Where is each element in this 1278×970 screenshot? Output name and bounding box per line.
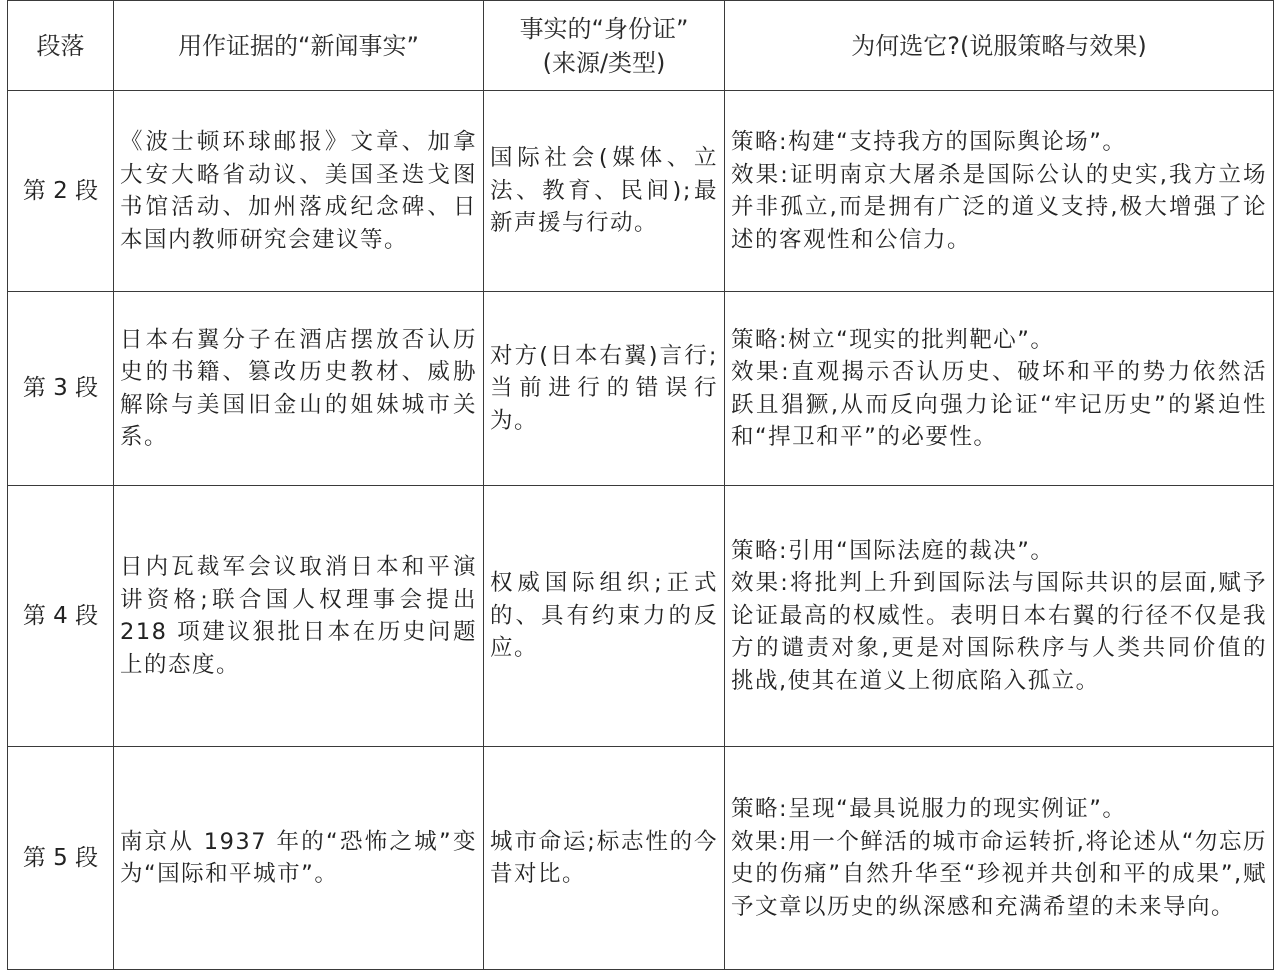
header-identity-line1: 事实的“身份证” (519, 14, 689, 43)
fact-cell: 日本右翼分子在酒店摆放否认历史的书籍、篡改历史教材、威胁解除与美国旧金山的姐妹城市关系。 (114, 292, 484, 486)
strategy-line (731, 126, 1267, 159)
paragraph-cell: 第 5 段 (8, 747, 114, 970)
paragraph-cell: 第 4 段 (8, 486, 114, 747)
effect-line (731, 356, 1267, 454)
table-header-row (8, 1, 1274, 91)
table-row (8, 91, 1274, 292)
table-row (8, 486, 1274, 747)
strategy-line (731, 324, 1267, 357)
effect-label: 效果: (731, 570, 790, 597)
fact-cell: 《波士顿环球邮报》文章、加拿大安大略省动议、美国圣迭戈图书馆活动、加州落成纪念碑、日本国内教师研究会建议等。 (114, 91, 484, 292)
source-cell: 国际社会(媒体、立法、教育、民间);最新声援与行动。 (484, 91, 725, 292)
effect-label: 效果: (731, 828, 789, 855)
strategy-text: 树立“现实的批判靶心”。 (788, 326, 1055, 353)
table-row (8, 747, 1274, 970)
effect-text: 将批判上升到国际法与国际共识的层面,赋予论证最高的权威性。表明日本右翼的行径不仅是我方的谴责对象,更是对国际秩序与人类共同价值的挑战,使其在道义上彻底陷入孤立。 (731, 570, 1267, 694)
paragraph-cell: 第 2 段 (8, 91, 114, 292)
source-cell: 对方(日本右翼)言行;当前进行的错误行为。 (484, 292, 725, 486)
paragraph-cell: 第 3 段 (8, 292, 114, 486)
strategy-label: 策略: (731, 537, 789, 564)
header-why-chosen: 为何选它?(说服策略与效果) (725, 1, 1274, 91)
fact-cell: 日内瓦裁军会议取消日本和平演讲资格;联合国人权理事会提出 218 项建议狠批日本在历史问题上的态度。 (114, 486, 484, 747)
header-identity-line2: (来源/类型) (542, 48, 666, 77)
header-paragraph: 段落 (8, 1, 114, 91)
strategy-effect-cell (725, 292, 1274, 486)
table-row (8, 292, 1274, 486)
strategy-effect-cell (725, 486, 1274, 747)
effect-label: 效果: (731, 359, 791, 385)
source-cell: 城市命运;标志性的今昔对比。 (484, 747, 725, 970)
strategy-effect-cell (725, 747, 1274, 970)
header-news-fact: 用作证据的“新闻事实” (114, 1, 484, 91)
strategy-label: 策略: (731, 326, 789, 353)
strategy-effect-cell (725, 91, 1274, 292)
strategy-line (731, 535, 1267, 568)
effect-line (731, 826, 1267, 924)
strategy-text: 呈现“最具说服力的现实例证”。 (788, 796, 1127, 822)
effect-line (731, 159, 1267, 257)
effect-text: 用一个鲜活的城市命运转折,将论述从“勿忘历史的伤痛”自然升华至“珍视并共创和平的成果”,赋予文章以历史的纵深感和充满希望的未来导向。 (731, 828, 1267, 920)
effect-label: 效果: (731, 161, 790, 188)
effect-text: 证明南京大屠杀是国际公认的史实,我方立场并非孤立,而是拥有广泛的道义支持,极大增强了论述的客观性和公信力。 (731, 161, 1267, 253)
strategy-label: 策略: (731, 796, 789, 822)
source-cell: 权威国际组织;正式的、具有约束力的反应。 (484, 486, 725, 747)
strategy-label: 策略: (731, 129, 789, 155)
header-fact-identity (484, 1, 725, 91)
strategy-text: 构建“支持我方的国际舆论场”。 (788, 129, 1127, 155)
effect-text: 直观揭示否认历史、破坏和平的势力依然活跃且猖獗,从而反向强力论证“牢记历史”的紧迫性和“捍卫和平”的必要性。 (731, 359, 1267, 450)
fact-cell: 南京从 1937 年的“恐怖之城”变为“国际和平城市”。 (114, 747, 484, 970)
strategy-text: 引用“国际法庭的裁决”。 (788, 537, 1055, 564)
strategy-line (731, 793, 1267, 826)
evidence-analysis-table (7, 0, 1274, 970)
effect-line (731, 567, 1267, 697)
